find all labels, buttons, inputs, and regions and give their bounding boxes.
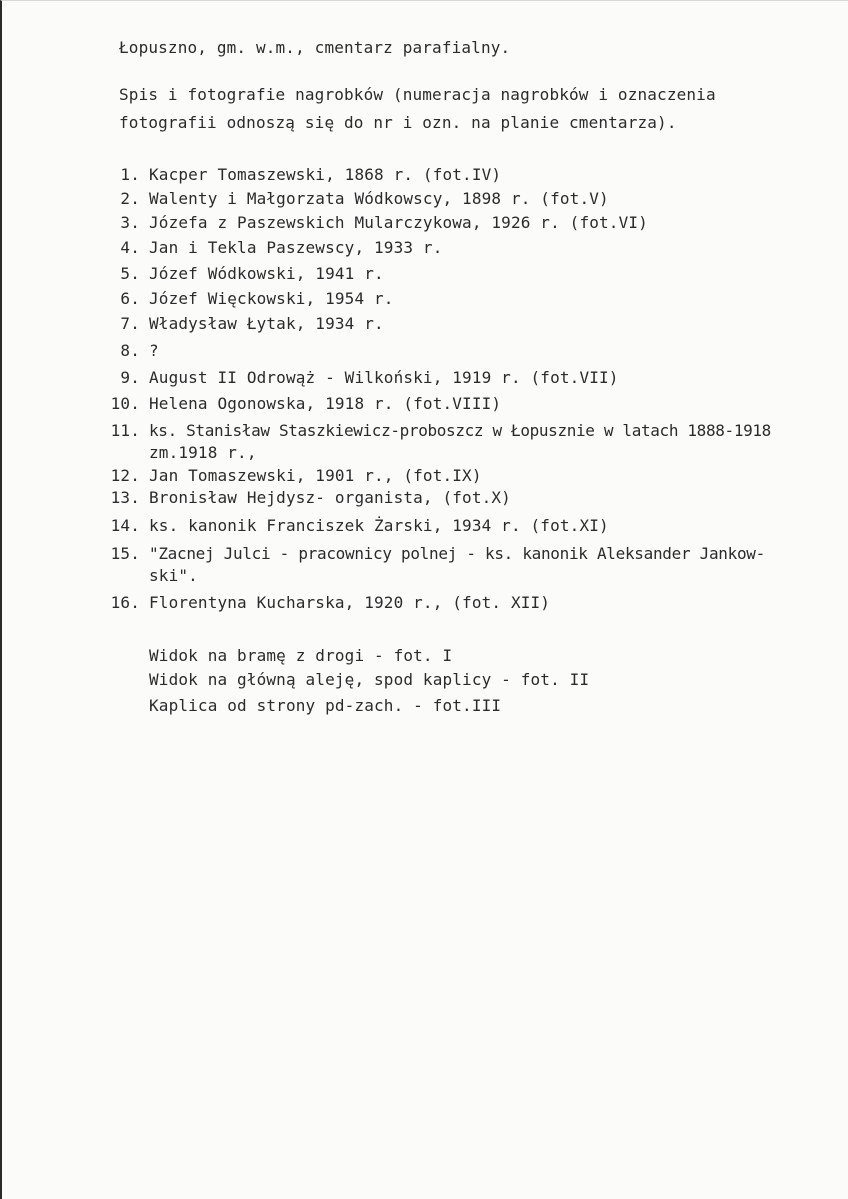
entry-text: ks. kanonik Franciszek Żarski, 1934 r. (fot.XI) xyxy=(149,516,609,535)
entry-number: 9. xyxy=(120,368,140,387)
view-item: Kaplica od strony pd-zach. - fot.III xyxy=(149,696,502,715)
entry-number: 16. xyxy=(110,593,140,612)
view-item: Widok na główną aleję, spod kaplicy - fot. II xyxy=(149,670,590,689)
entry-text: Władysław Łytak, 1934 r. xyxy=(149,314,384,333)
entry-text: ks. Stanisław Staszkiewicz-proboszcz w Łopusznie w latach 1888-1918 xyxy=(149,421,771,440)
entry-text: Kacper Tomaszewski, 1868 r. (fot.IV) xyxy=(149,165,502,184)
entry-text: Bronisław Hejdysz- organista, (fot.X) xyxy=(149,488,511,507)
entry-number: 14. xyxy=(110,516,140,535)
entry-text: Helena Ogonowska, 1918 r. (fot.VIII) xyxy=(149,394,502,413)
entry-number: 3. xyxy=(120,213,140,232)
entry-number: 7. xyxy=(120,314,140,333)
entry-number: 11. xyxy=(110,421,140,440)
entry-number: 13. xyxy=(110,488,140,507)
entry-number: 5. xyxy=(120,264,140,283)
entry-number: 15. xyxy=(110,544,140,563)
intro-line-2: fotografii odnoszą się do nr i ozn. na planie cmentarza). xyxy=(119,113,677,132)
entry-text: Walenty i Małgorzata Wódkowscy, 1898 r. (fot.V) xyxy=(149,189,609,208)
entry-text: ? xyxy=(149,341,159,360)
entry-text: Józef Wódkowski, 1941 r. xyxy=(149,264,384,283)
entry-text: Józef Więckowski, 1954 r. xyxy=(149,289,394,308)
entry-text: Józefa z Paszewskich Mularczykowa, 1926 r. (fot.VI) xyxy=(149,213,648,232)
view-item: Widok na bramę z drogi - fot. I xyxy=(149,646,453,665)
entry-text-continuation: ski". xyxy=(149,566,198,585)
entry-text: Florentyna Kucharska, 1920 r., (fot. XII) xyxy=(149,593,551,612)
entry-number: 6. xyxy=(120,289,140,308)
entry-number: 2. xyxy=(120,189,140,208)
entry-text: Jan i Tekla Paszewscy, 1933 r. xyxy=(149,238,443,257)
entry-text-continuation: zm.1918 r., xyxy=(149,443,257,462)
entry-number: 10. xyxy=(110,394,140,413)
entry-text: August II Odrowąż - Wilkoński, 1919 r. (fot.VII) xyxy=(149,368,619,387)
entry-number: 8. xyxy=(120,341,140,360)
intro-line-1: Spis i fotografie nagrobków (numeracja nagrobków i oznaczenia xyxy=(119,85,716,104)
entry-number: 12. xyxy=(110,466,140,485)
entry-text: "Zacnej Julci - pracownicy polnej - ks. kanonik Aleksander Jankow- xyxy=(149,544,765,563)
document-title: Łopuszno, gm. w.m., cmentarz parafialny. xyxy=(119,38,511,57)
entry-number: 1. xyxy=(120,165,140,184)
entry-text: Jan Tomaszewski, 1901 r., (fot.IX) xyxy=(149,466,482,485)
entry-number: 4. xyxy=(120,238,140,257)
